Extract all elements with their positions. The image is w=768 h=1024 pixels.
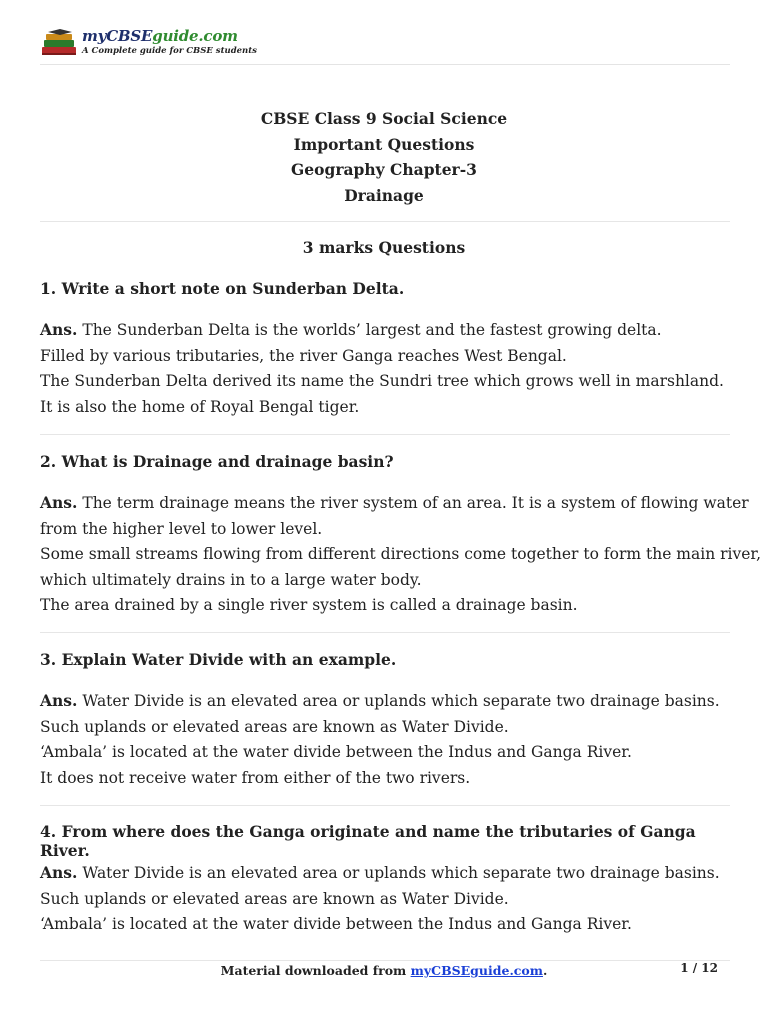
answer-line: It is also the home of Royal Bengal tiger.: [40, 397, 360, 416]
answer-line: The Sunderban Delta derived its name the Sundri tree which grows well in marshland.: [40, 372, 724, 391]
answer-line: Such uplands or elevated areas are known as Water Divide.: [40, 717, 509, 736]
footer-link[interactable]: myCBSEguide.com: [410, 963, 543, 978]
title-line-3: Geography Chapter-3: [291, 160, 477, 179]
answer-line: Ans. The term drainage means the river system of an area. It is a system of flowing water: [40, 493, 749, 512]
footer-suffix: .: [542, 963, 548, 978]
title-line-2: Important Questions: [293, 134, 475, 154]
answer-1: [40, 317, 730, 420]
answer-4: [40, 860, 730, 938]
brand-suffix: guide.com: [152, 27, 238, 45]
title-line-1: CBSE Class 9 Social Science: [260, 109, 508, 128]
answer-label: Ans.: [40, 493, 78, 512]
page-number: 1 / 12: [680, 961, 718, 975]
answer-line: Filled by various tributaries, the river Ganga reaches West Bengal.: [40, 346, 567, 365]
answer-2: [40, 490, 762, 619]
answer-label: Ans.: [40, 320, 78, 339]
footer-divider: [40, 960, 730, 961]
document-title: [0, 106, 768, 208]
question-4: 4. From where does the Ganga originate and name the tributaries of Ganga River.: [40, 822, 696, 860]
question-2: 2. What is Drainage and drainage basin?: [40, 452, 394, 471]
brand-name[interactable]: [82, 27, 238, 45]
answer-line: ‘Ambala’ is located at the water divide between the Indus and Ganga River.: [40, 915, 632, 934]
answer-line: Ans. Water Divide is an elevated area or uplands which separate two drainage basins.: [40, 691, 720, 710]
answer-line: It does not receive water from either of the two rivers.: [40, 768, 471, 787]
answer-label: Ans.: [40, 863, 78, 882]
answer-line: which ultimately drains in to a large water body.: [40, 570, 422, 589]
page-footer: [0, 963, 768, 978]
title-line-4: Drainage: [344, 185, 424, 205]
answer-line: from the higher level to lower level.: [40, 519, 323, 538]
question-1: 1. Write a short note on Sunderban Delta.: [40, 279, 405, 298]
brand-main: CBSE: [106, 27, 153, 45]
answer-3: [40, 688, 730, 791]
question-3: 3. Explain Water Divide with an example.: [40, 650, 397, 669]
answer-line: Some small streams flowing from different directions come together to form the main river,: [40, 545, 762, 564]
page-header: [40, 26, 730, 65]
answer-line: Such uplands or elevated areas are known as Water Divide.: [40, 889, 509, 908]
brand-prefix: my: [82, 27, 107, 45]
divider: [40, 805, 730, 806]
footer-text: Material downloaded from: [220, 963, 411, 978]
answer-line: Ans. Water Divide is an elevated area or uplands which separate two drainage basins.: [40, 863, 720, 882]
answer-line: ‘Ambala’ is located at the water divide between the Indus and Ganga River.: [40, 743, 632, 762]
divider: [40, 221, 730, 222]
brand-tagline: A Complete guide for CBSE students: [82, 46, 257, 56]
divider: [40, 434, 730, 435]
section-heading: 3 marks Questions: [302, 238, 466, 257]
answer-label: Ans.: [40, 691, 78, 710]
divider: [40, 632, 730, 633]
books-logo-icon: [40, 28, 80, 58]
answer-line: The area drained by a single river system is called a drainage basin.: [40, 596, 578, 615]
answer-line: Ans. The Sunderban Delta is the worlds’ largest and the fastest growing delta.: [40, 320, 662, 339]
